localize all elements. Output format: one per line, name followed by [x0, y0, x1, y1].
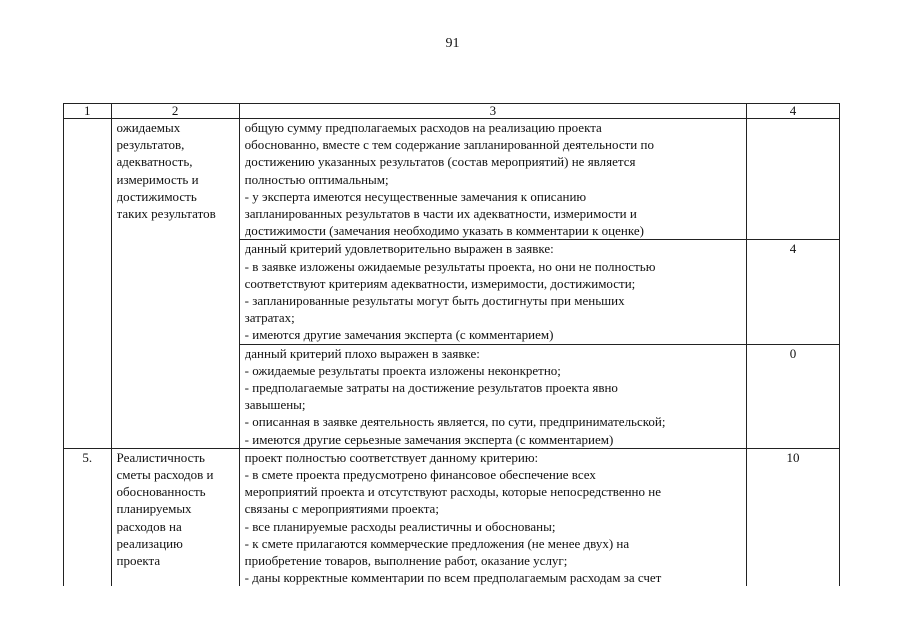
- criterion-number: 5.: [64, 448, 112, 586]
- description-line: - все планируемые расходы реалистичны и обоснованы;: [244, 518, 556, 534]
- description-line: связаны с мероприятиями проекта;: [244, 501, 439, 517]
- score-cell: 4: [747, 240, 840, 344]
- description-line: данный критерий удовлетворительно выражен в заявке:: [244, 241, 554, 257]
- table-row: [64, 119, 840, 240]
- level-description: [239, 344, 746, 448]
- criterion-line: Реалистичность: [116, 449, 205, 465]
- description-line: - у эксперта имеются несущественные замечания к описанию: [244, 188, 587, 204]
- description-line: - имеются другие серьезные замечания эксперта (с комментарием): [244, 431, 614, 447]
- description-line: - даны корректные комментарии по всем предполагаемым расходам за счет: [244, 570, 662, 586]
- description-line: - запланированные результаты могут быть достигнуты при меньших: [244, 293, 625, 309]
- level-description: [239, 119, 746, 240]
- level-description: [239, 448, 746, 586]
- description-line: достижению указанных результатов (состав мероприятий) не является: [244, 154, 636, 170]
- description-line: обоснованно, вместе с тем содержание запланированной деятельности по: [244, 137, 654, 153]
- criterion-name: [111, 119, 239, 449]
- header-col-3: 3: [239, 104, 746, 119]
- description-line: - к смете прилагаются коммерческие предложения (не менее двух) на: [244, 535, 630, 551]
- level-description: [239, 240, 746, 344]
- table-header-row: [64, 104, 840, 119]
- score-cell: [747, 119, 840, 240]
- description-line: затратах;: [244, 310, 295, 326]
- criterion-line: таких результатов: [116, 206, 216, 222]
- criterion-line: сметы расходов и: [116, 467, 214, 483]
- description-line: - в заявке изложены ожидаемые результаты проекта, но они не полностью: [244, 258, 656, 274]
- criteria-table: [63, 103, 840, 586]
- header-col-1: 1: [64, 104, 112, 119]
- criterion-line: расходов на: [116, 518, 182, 534]
- criterion-number: [64, 119, 112, 449]
- description-line: - предполагаемые затраты на достижение результатов проекта явно: [244, 380, 618, 396]
- description-line: мероприятий проекта и отсутствуют расходы, которые непосредственно не: [244, 484, 661, 500]
- description-line: запланированных результатов в части их адекватности, измеримости и: [244, 206, 637, 222]
- criterion-line: проекта: [116, 553, 161, 569]
- score-cell: 0: [747, 344, 840, 448]
- criterion-line: результатов,: [116, 137, 185, 153]
- criterion-line: планируемых: [116, 501, 192, 517]
- description-line: полностью оптимальным;: [244, 171, 389, 187]
- header-col-2: 2: [111, 104, 239, 119]
- description-line: приобретение товаров, выполнение работ, оказание услуг;: [244, 553, 568, 569]
- criterion-name: [111, 448, 239, 586]
- description-line: данный критерий плохо выражен в заявке:: [244, 345, 480, 361]
- criterion-line: достижимость: [116, 188, 197, 204]
- criterion-line: адекватность,: [116, 154, 193, 170]
- description-line: соответствуют критериям адекватности, измеримости, достижимости;: [244, 275, 636, 291]
- page-number: 91: [445, 36, 460, 51]
- description-line: - в смете проекта предусмотрено финансовое обеспечение всех: [244, 467, 596, 483]
- header-col-4: 4: [747, 104, 840, 119]
- criterion-line: обоснованность: [116, 484, 206, 500]
- description-line: - имеются другие замечания эксперта (с комментарием): [244, 327, 554, 343]
- description-line: - ожидаемые результаты проекта изложены неконкретно;: [244, 362, 561, 378]
- criterion-line: измеримость и: [116, 171, 199, 187]
- description-line: завышены;: [244, 397, 306, 413]
- table-row: [64, 448, 840, 586]
- description-line: достижимости (замечания необходимо указать в комментарии к оценке): [244, 223, 644, 239]
- description-line: проект полностью соответствует данному критерию:: [244, 449, 539, 465]
- score-cell: 10: [747, 448, 840, 586]
- description-line: - описанная в заявке деятельность является, по сути, предпринимательской;: [244, 414, 666, 430]
- criterion-line: ожидаемых: [116, 120, 181, 135]
- description-line: общую сумму предполагаемых расходов на реализацию проекта: [244, 120, 602, 135]
- criterion-line: реализацию: [116, 535, 183, 551]
